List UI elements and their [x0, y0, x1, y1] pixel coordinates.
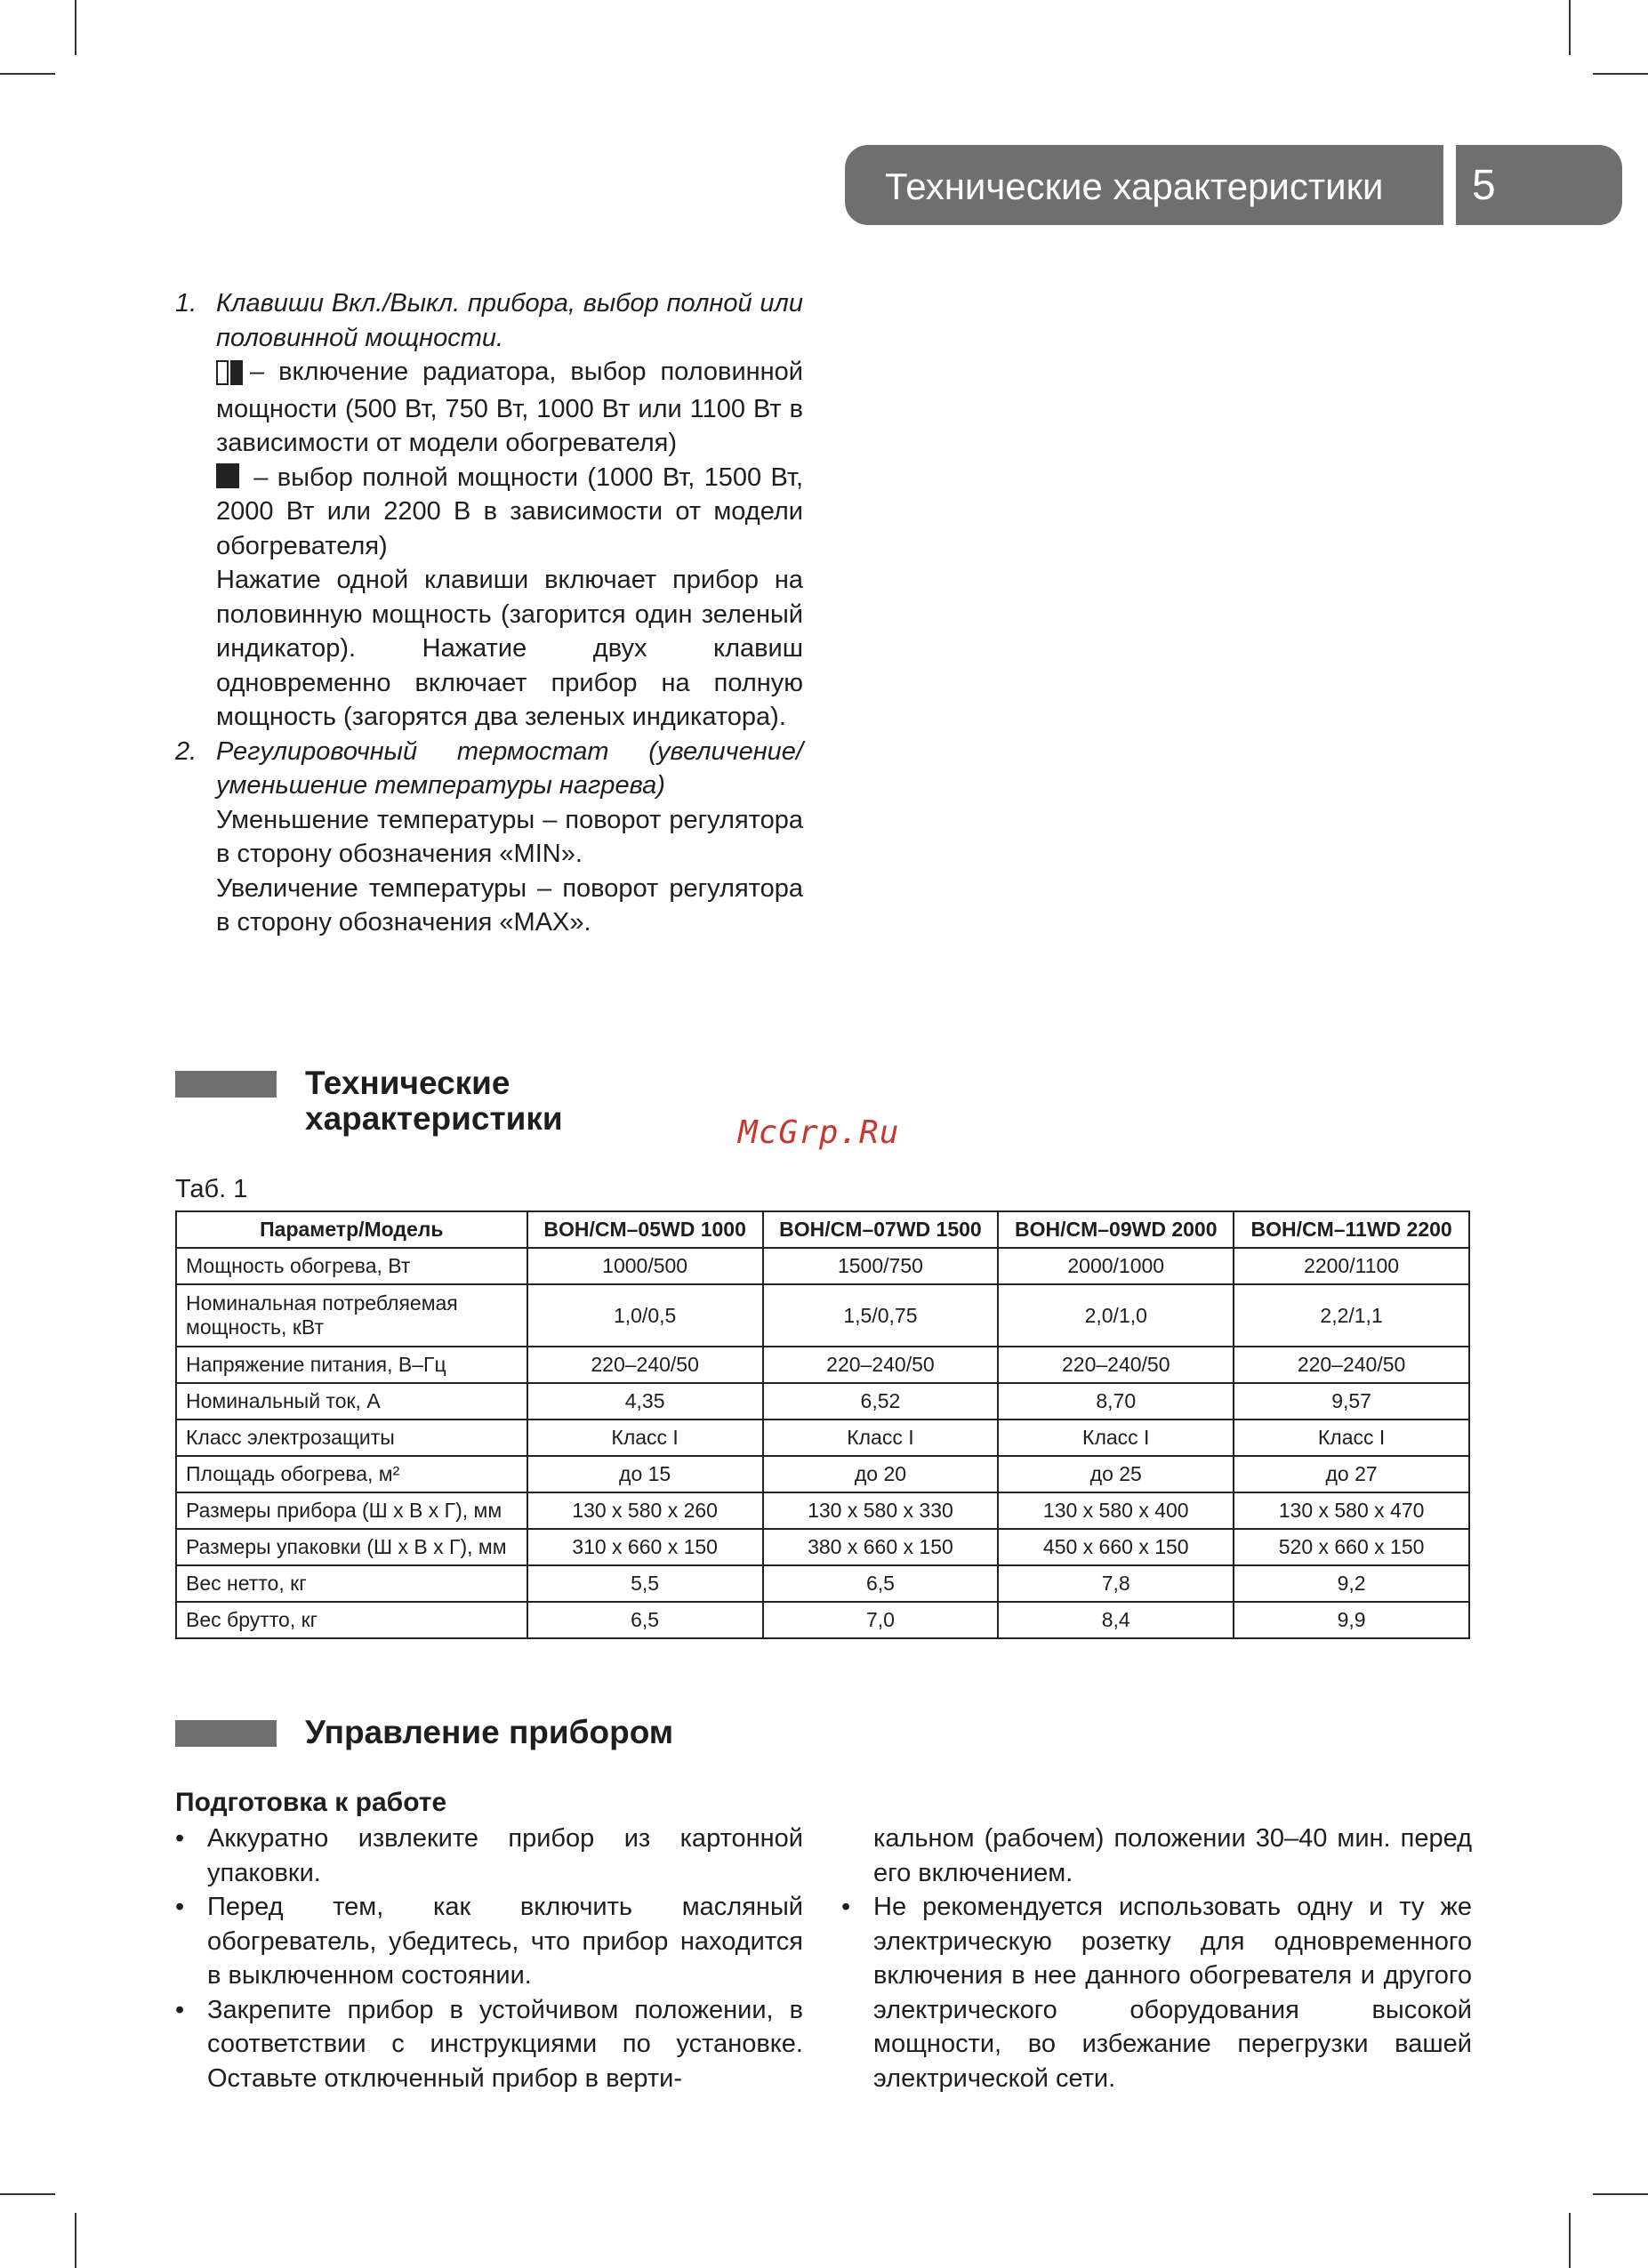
page-number: 5 — [1472, 162, 1496, 209]
bullets-right-column — [841, 1822, 1472, 2095]
table-row — [176, 1456, 1469, 1492]
item-number: 1. — [175, 289, 197, 318]
list-item: • Закрепите прибор в устойчивом положении, в соответствии с инструкциями по установке. Оставьте отключенный прибор в верти- — [175, 1993, 803, 2096]
value-cell: до 27 — [1234, 1456, 1469, 1492]
value-cell: 7,8 — [998, 1565, 1234, 1602]
section-title-line: характеристики — [305, 1100, 563, 1137]
full-power-key-icon — [216, 463, 239, 488]
value-cell: 7,0 — [763, 1602, 999, 1638]
list-item: • Перед тем, как включить масляный обогреватель, убедитесь, что прибор находится в выключенном состоянии. — [175, 1890, 803, 1993]
table-row — [176, 1602, 1469, 1638]
crop-mark — [1593, 73, 1648, 75]
bullet-list — [175, 1822, 803, 2095]
table-label: Таб. 1 — [175, 1175, 248, 1203]
parameter-cell: Напряжение питания, В–Гц — [176, 1347, 527, 1383]
value-cell: 1,0/0,5 — [527, 1284, 763, 1347]
value-cell: 2200/1100 — [1234, 1248, 1469, 1284]
parameter-cell: Мощность обогрева, Вт — [176, 1248, 527, 1284]
table-header-row — [176, 1211, 1469, 1248]
value-cell: 450 x 660 x 150 — [998, 1529, 1234, 1565]
crop-mark — [0, 73, 55, 75]
parameter-cell: Класс электрозащиты — [176, 1420, 527, 1456]
crop-mark — [1569, 0, 1571, 55]
crop-mark — [0, 2193, 55, 2195]
item-title: Регулировочный термостат (увеличение/ уменьшение температуры нагрева) — [216, 736, 803, 800]
header-divider — [1443, 145, 1456, 225]
controls-item-2 — [175, 735, 803, 940]
parameter-cell: Размеры упаковки (Ш x В x Г), мм — [176, 1529, 527, 1565]
value-cell: 9,9 — [1234, 1602, 1469, 1638]
bullet-list — [841, 1890, 1472, 2095]
value-cell: 380 x 660 x 150 — [763, 1529, 999, 1565]
value-cell: 1,5/0,75 — [763, 1284, 999, 1347]
page-header-title: Технические характеристики — [885, 165, 1384, 207]
value-cell: 2000/1000 — [998, 1248, 1234, 1284]
list-item: • Не рекомендуется использовать одну и ту же электрическую розетку для одновременного включения в нее данного обогревателя и другого электрического оборудования высокой мощности, во избежание перегрузки вашей электрической сети. — [841, 1890, 1472, 2095]
value-cell: 1000/500 — [527, 1248, 763, 1284]
value-cell: 1500/750 — [763, 1248, 999, 1284]
value-cell: Класс I — [998, 1420, 1234, 1456]
parameter-cell: Размеры прибора (Ш x В x Г), мм — [176, 1492, 527, 1529]
parameter-cell: Номинальный ток, А — [176, 1383, 527, 1420]
value-cell: 520 x 660 x 150 — [1234, 1529, 1469, 1565]
item-number: 2. — [175, 736, 197, 766]
section-marker — [175, 1720, 277, 1747]
section-title-line: Технические — [305, 1065, 510, 1101]
value-cell: 6,52 — [763, 1383, 999, 1420]
value-cell: 8,70 — [998, 1383, 1234, 1420]
list-item: • Аккуратно извлеките прибор из картонной упаковки. — [175, 1822, 803, 1890]
value-cell: 4,35 — [527, 1383, 763, 1420]
value-cell: 6,5 — [763, 1565, 999, 1602]
full-power-text: – выбор полной мощности (1000 Вт, 1500 Вт, 2000 Вт или 2200 В в зависимости от модели обогревателя) — [216, 462, 803, 560]
table-row — [176, 1284, 1469, 1347]
column-header: Параметр/Модель — [176, 1211, 527, 1248]
section-title-operation: Управление прибором — [305, 1714, 674, 1750]
value-cell: 130 x 580 x 260 — [527, 1492, 763, 1529]
half-power-text: – включение радиатора, выбор половинной мощности (500 Вт, 750 Вт, 1000 Вт или 1100 Вт в зависимости от модели обогревателя) — [216, 358, 803, 457]
value-cell: 220–240/50 — [763, 1347, 999, 1383]
value-cell: Класс I — [1234, 1420, 1469, 1456]
value-cell: 6,5 — [527, 1602, 763, 1638]
value-cell: 130 x 580 x 470 — [1234, 1492, 1469, 1529]
half-power-paragraph — [216, 355, 803, 461]
value-cell: 8,4 — [998, 1602, 1234, 1638]
specs-table — [175, 1210, 1470, 1639]
value-cell: Класс I — [527, 1420, 763, 1456]
table-row — [176, 1492, 1469, 1529]
crop-mark — [75, 0, 76, 55]
bullets-left-column — [175, 1822, 803, 2095]
value-cell: до 15 — [527, 1456, 763, 1492]
value-cell: 310 x 660 x 150 — [527, 1529, 763, 1565]
value-cell: 130 x 580 x 330 — [763, 1492, 999, 1529]
increase-text: Увеличение температуры – поворот регулятора в сторону обозначения «MAX». — [216, 873, 803, 937]
table-row — [176, 1383, 1469, 1420]
value-cell: 2,0/1,0 — [998, 1284, 1234, 1347]
press-description: Нажатие одной клавиши включает прибор на половинную мощность (загорится один зеленый индикатор). Нажатие двух клавиш одновременно включает прибор на полную мощность (загорятся два зеленых индикатора). — [216, 566, 803, 731]
value-cell: Класс I — [763, 1420, 999, 1456]
value-cell: 130 x 580 x 400 — [998, 1492, 1234, 1529]
full-power-paragraph — [216, 461, 803, 564]
subsection-title: Подготовка к работе — [175, 1788, 447, 1817]
value-cell: 220–240/50 — [998, 1347, 1234, 1383]
column-header: BOH/CM–07WD 1500 — [763, 1211, 999, 1248]
value-cell: 9,57 — [1234, 1383, 1469, 1420]
value-cell: 2,2/1,1 — [1234, 1284, 1469, 1347]
controls-item-1 — [175, 286, 803, 735]
table-row — [176, 1248, 1469, 1284]
value-cell: до 25 — [998, 1456, 1234, 1492]
parameter-cell: Площадь обогрева, м² — [176, 1456, 527, 1492]
column-header: BOH/CM–09WD 2000 — [998, 1211, 1234, 1248]
half-power-key-icon — [216, 358, 245, 392]
table-row — [176, 1420, 1469, 1456]
section-title-specs — [305, 1066, 563, 1137]
crop-mark — [75, 2213, 76, 2268]
value-cell: 220–240/50 — [527, 1347, 763, 1383]
value-cell: до 20 — [763, 1456, 999, 1492]
watermark: McGrp.Ru — [738, 1114, 900, 1151]
value-cell: 9,2 — [1234, 1565, 1469, 1602]
continued-text: кальном (рабочем) положении 30–40 мин. перед его включением. — [873, 1824, 1472, 1887]
column-header: BOH/CM–05WD 1000 — [527, 1211, 763, 1248]
page-header — [845, 145, 1622, 225]
decrease-text: Уменьшение температуры – поворот регулятора в сторону обозначения «MIN». — [216, 805, 803, 868]
parameter-cell: Вес нетто, кг — [176, 1565, 527, 1602]
value-cell: 220–240/50 — [1234, 1347, 1469, 1383]
column-header: BOH/CM–11WD 2200 — [1234, 1211, 1469, 1248]
parameter-cell: Вес брутто, кг — [176, 1602, 527, 1638]
table-row — [176, 1529, 1469, 1565]
crop-mark — [1593, 2193, 1648, 2195]
value-cell: 5,5 — [527, 1565, 763, 1602]
table-row — [176, 1565, 1469, 1602]
section-marker — [175, 1071, 277, 1098]
parameter-cell: Номинальная потребляемая мощность, кВт — [176, 1284, 527, 1347]
table-row — [176, 1347, 1469, 1383]
controls-description — [175, 286, 803, 940]
crop-mark — [1569, 2213, 1571, 2268]
item-title: Клавиши Вкл./Выкл. прибора, выбор полной или половинной мощности. — [216, 289, 803, 352]
